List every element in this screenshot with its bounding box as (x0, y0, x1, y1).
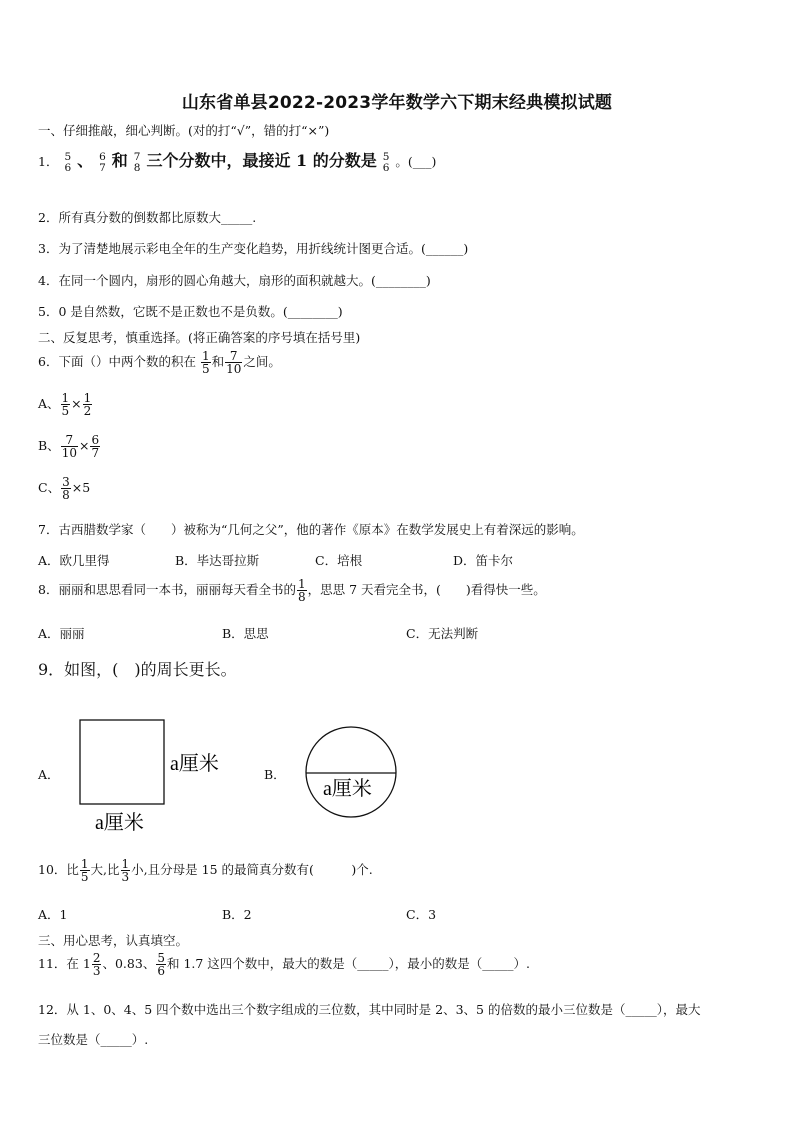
page-title: 山东省单县2022-2023学年数学六下期末经典模拟试题 (181, 93, 613, 113)
q7-option-d: D．笛卡尔 (453, 553, 514, 568)
question-7: 7．古西腊数学家（ ）被称为“几何之父”，他的著作《原本》在数学发展史上有着深远的影响。 (38, 522, 584, 537)
q10-option-b: B．2 (222, 907, 252, 922)
q11-mid: 、0.83、 (102, 956, 156, 971)
q6-option-c (38, 476, 90, 501)
question-9: 9．如图，( )的周长更长。 (38, 660, 237, 679)
q6-b-frac-1: $\frac{7}{10}$ (61, 433, 77, 460)
question-1 (38, 148, 436, 173)
question-12-line-1: 12．从 1、0、4、5 四个数中选出三个数字组成的三位数，其中同时是 2、3、5 的倍数的最小三位数是（_____），最大 (38, 1002, 701, 1017)
question-3: 3．为了清楚地展示彩电全年的生产变化趋势，用折线统计图更合适。(______) (38, 241, 469, 256)
q6-a-op: × (71, 396, 82, 411)
q6-option-a-label: A、 (38, 396, 60, 411)
question-8 (38, 578, 546, 603)
q1-number: 1． (38, 154, 59, 169)
q6-fraction-b: $\frac{7}{10}$ (226, 349, 242, 376)
q6-option-b-label: B、 (38, 438, 60, 453)
q6-a-frac-2: $\frac{1}{2}$ (83, 391, 92, 418)
q8-end: ，思思 7 天看完全书，( )看得快一些。 (307, 582, 546, 597)
q1-and: 和 (111, 151, 128, 170)
q10-fraction-a: $\frac{1}{5}$ (80, 857, 89, 884)
q9-option-b: B． (264, 767, 286, 782)
q10-text: 10．比 (38, 862, 79, 877)
question-6 (38, 350, 281, 375)
q6-option-b (38, 434, 101, 459)
q6-end: 之间。 (243, 354, 281, 369)
q6-b-frac-2: $\frac{6}{7}$ (91, 433, 100, 460)
q8-fraction: $\frac{1}{8}$ (297, 577, 306, 604)
q1-blank: 。(___) (395, 154, 437, 169)
q6-text: 6．下面（）中两个数的积在 (38, 354, 196, 369)
q10-fraction-b: $\frac{1}{3}$ (121, 857, 130, 884)
section-2-heading: 二、反复思考，慎重选择。(将正确答案的序号填在括号里) (38, 330, 361, 345)
question-4: 4．在同一个圆内，扇形的圆心角越大，扇形的面积就越大。(________) (38, 273, 431, 288)
question-10 (38, 858, 373, 883)
q1-fraction-3: 7 8 (133, 151, 141, 174)
q8-option-a: A．丽丽 (38, 626, 85, 641)
q9-square-side-label: a厘米 (170, 753, 219, 775)
q7-option-a: A．欧几里得 (38, 553, 110, 568)
question-2: 2．所有真分数的倒数都比原数大_____. (38, 210, 257, 225)
q9-option-a: A． (38, 767, 60, 782)
q7-option-c: C．培根 (315, 553, 363, 568)
question-5: 5．0 是自然数，它既不是正数也不是负数。(________) (38, 304, 343, 319)
q10-mid: 大,比 (90, 862, 120, 877)
q1-fraction-2: 6 7 (99, 151, 106, 174)
q6-b-op: × (78, 438, 90, 453)
q7-option-b: B．毕达哥拉斯 (175, 553, 260, 568)
q6-option-c-label: C、 (38, 480, 61, 495)
q1-fraction-4: 5 6 (382, 151, 390, 174)
section-1-heading: 一、仔细推敲，细心判断。(对的打“√”，错的打“×”) (38, 123, 330, 138)
q11-text: 11．在 1 (38, 956, 91, 971)
q11-end: 和 1.7 这四个数中，最大的数是（_____），最小的数是（_____）. (166, 956, 531, 971)
q8-option-c: C．无法判断 (406, 626, 479, 641)
q10-end: 小,且分母是 15 的最简真分数有( )个. (131, 862, 373, 877)
q6-and: 和 (211, 354, 225, 369)
q11-fraction: $\frac{5}{6}$ (157, 951, 165, 978)
q9-circle (306, 727, 396, 817)
q6-a-frac-1: $\frac{1}{5}$ (61, 391, 70, 418)
section-3-heading: 三、用心思考，认真填空。 (38, 933, 189, 948)
q1-fraction-1: 5 6 (64, 151, 72, 174)
q10-option-c: C．3 (406, 907, 437, 922)
q10-option-a: A．1 (38, 907, 68, 922)
q6-c-frac: $\frac{3}{8}$ (62, 475, 70, 502)
q9-circle-label: a厘米 (323, 778, 372, 800)
q9-square-bottom-label: a厘米 (95, 812, 144, 834)
q1-sep: 、 (77, 151, 94, 170)
q6-fraction-a: $\frac{1}{5}$ (201, 349, 210, 376)
q9-figures (70, 712, 410, 842)
q9-square (80, 720, 164, 804)
question-11 (38, 952, 530, 977)
q1-text: 三个分数中，最接近 1 的分数是 (146, 151, 377, 170)
question-12-line-2: 三位数是（_____）. (38, 1032, 149, 1047)
q6-c-tail: ×5 (71, 480, 91, 495)
q8-option-b: B．思思 (222, 626, 269, 641)
q11-mixed-fraction: $\frac{2}{3}$ (92, 951, 101, 978)
q6-option-a (38, 392, 93, 417)
q8-text: 8．丽丽和思思看同一本书，丽丽每天看全书的 (38, 582, 296, 597)
